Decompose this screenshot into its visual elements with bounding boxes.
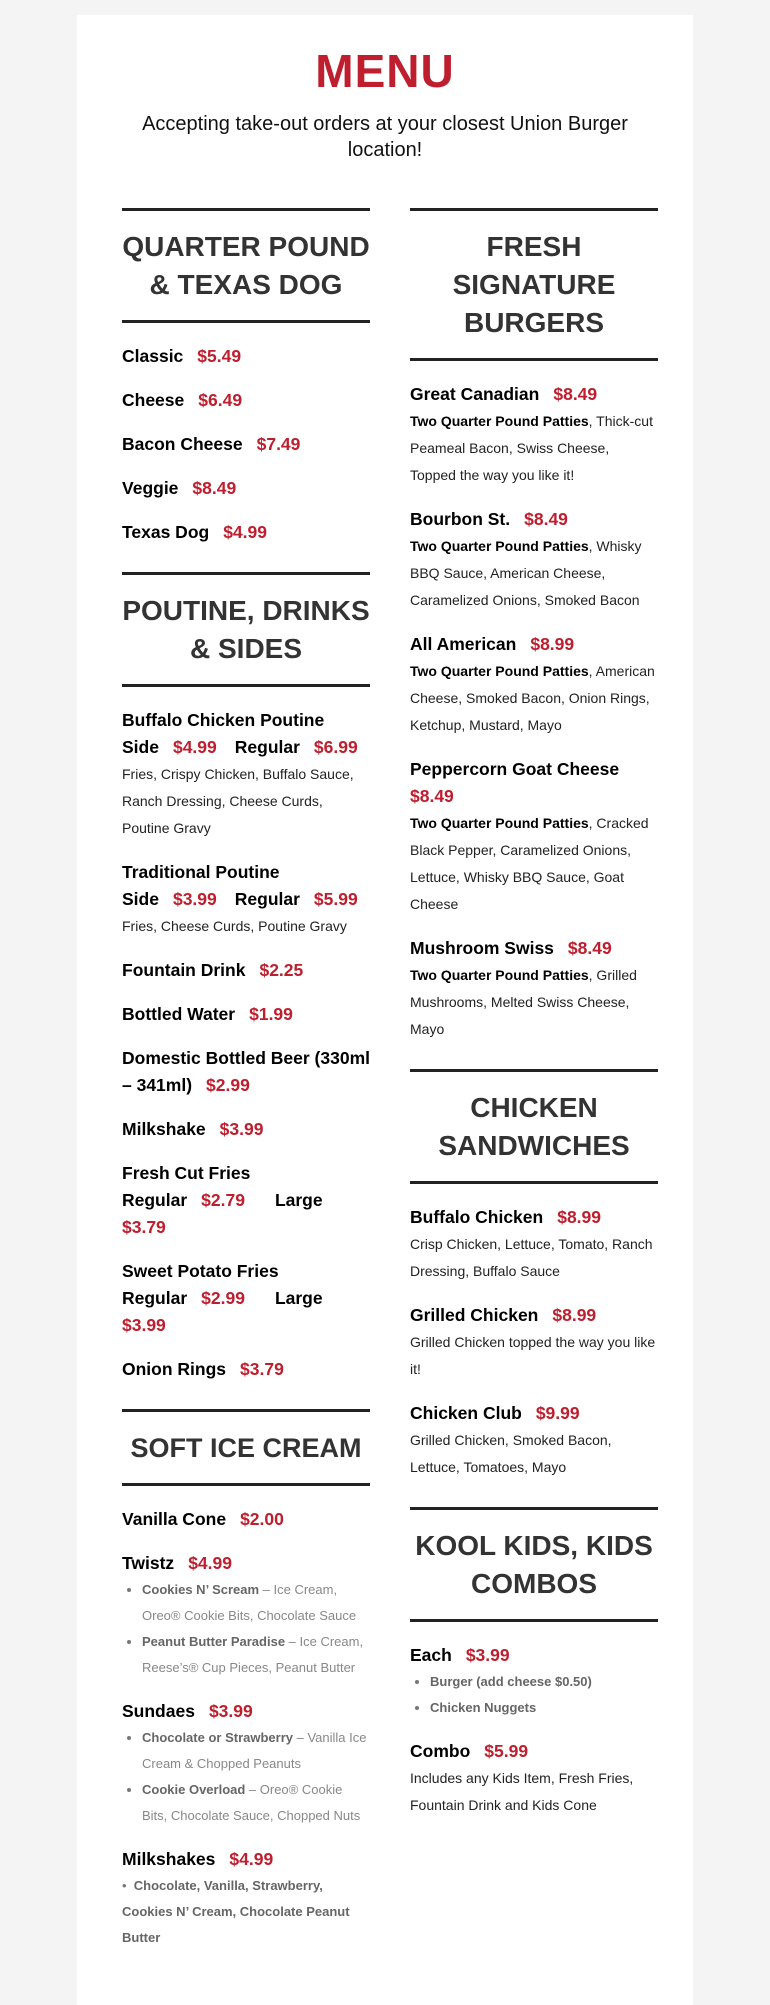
option-item <box>430 1695 658 1721</box>
menu-item <box>410 756 658 918</box>
item-description <box>410 658 658 739</box>
section-heading-poutine-drinks-sides: POUTINE, DRINKS & SIDES <box>122 572 370 687</box>
item-price: $7.49 <box>256 434 301 454</box>
menu-item <box>122 1356 370 1383</box>
menu-item <box>122 431 370 458</box>
item-price: $3.99 <box>208 1701 253 1721</box>
item-description: Grilled Chicken topped the way you like it! <box>410 1334 656 1377</box>
size-label: Regular <box>234 737 300 757</box>
item-price: $6.49 <box>198 390 243 410</box>
item-name: Peppercorn Goat Cheese <box>410 759 620 779</box>
section-heading-soft-ice-cream: SOFT ICE CREAM <box>122 1409 370 1486</box>
item-description-text: , Thick-cut Peameal Bacon, Swiss Cheese, Topped the way you like it! <box>410 413 653 483</box>
option-name: Chocolate or Strawberry <box>142 1730 293 1745</box>
item-description <box>410 533 658 614</box>
option-item <box>142 1577 370 1629</box>
option-item <box>430 1669 658 1695</box>
menu-item <box>122 1506 370 1533</box>
item-name: Cheese <box>122 390 185 410</box>
right-column <box>410 208 658 1836</box>
item-name: Fountain Drink <box>122 960 246 980</box>
option-item <box>142 1777 370 1829</box>
item-price: $4.99 <box>172 737 217 757</box>
option-name: Burger (add cheese $0.50) <box>430 1674 592 1689</box>
menu-item <box>122 859 370 940</box>
item-price: $8.49 <box>553 384 598 404</box>
item-name: Twistz <box>122 1553 175 1573</box>
size-label: Large <box>274 1288 323 1308</box>
item-name: Buffalo Chicken <box>410 1207 544 1227</box>
item-description-text: , Grilled Mushrooms, Melted Swiss Cheese, Mayo <box>410 967 637 1037</box>
item-name: Milkshakes <box>122 1849 216 1869</box>
menu-item <box>122 957 370 984</box>
size-label: Regular <box>122 1190 188 1210</box>
item-price: $5.99 <box>484 1741 529 1761</box>
option-description: – Ice Cream, Oreo® Cookie Bits, Chocolate Sauce <box>142 1582 357 1623</box>
item-price: $2.99 <box>206 1075 250 1095</box>
menu-item <box>122 475 370 502</box>
item-price: $3.99 <box>122 1315 166 1335</box>
item-name: Each <box>410 1645 452 1665</box>
menu-item <box>122 343 370 370</box>
option-name: Cookies N’ Scream <box>142 1582 260 1597</box>
item-price: $3.99 <box>172 889 217 909</box>
size-label: Side <box>122 889 159 909</box>
option-name: Cookie Overload <box>142 1782 246 1797</box>
item-price: $8.99 <box>552 1305 597 1325</box>
menu-item <box>410 935 658 1043</box>
item-name: Onion Rings <box>122 1359 227 1379</box>
item-price: $2.00 <box>240 1509 284 1529</box>
item-price: $9.99 <box>535 1403 580 1423</box>
option-list <box>410 1669 658 1721</box>
item-name: Bourbon St. <box>410 509 511 529</box>
menu-item <box>122 1698 370 1829</box>
item-name: Milkshake <box>122 1119 206 1139</box>
menu-item <box>410 631 658 739</box>
menu-item <box>122 1550 370 1681</box>
left-column <box>122 208 370 1968</box>
item-description <box>410 408 658 489</box>
menu-item <box>410 1642 658 1721</box>
item-price: $8.49 <box>524 509 568 529</box>
item-price: $8.49 <box>410 786 454 806</box>
menu-item <box>122 387 370 414</box>
item-name: All American <box>410 634 517 654</box>
menu-item <box>122 1001 370 1028</box>
option-description: – Oreo® Cookie Bits, Chocolate Sauce, Chopped Nuts <box>142 1782 361 1823</box>
option-name: Chicken Nuggets <box>430 1700 537 1715</box>
page-subtitle: Accepting take-out orders at your closest Union Burger location! <box>142 113 628 161</box>
section-heading-quarter-pound: QUARTER POUND & TEXAS DOG <box>122 208 370 323</box>
item-price: $3.79 <box>240 1359 284 1379</box>
item-name: Sweet Potato Fries <box>122 1261 279 1281</box>
option-description: – Ice Cream, Reese’s® Cup Pieces, Peanut Butter <box>142 1634 364 1675</box>
size-label: Large <box>274 1190 323 1210</box>
size-label: Regular <box>122 1288 188 1308</box>
item-name: Buffalo Chicken Poutine <box>122 710 325 730</box>
patties-label: Two Quarter Pound Patties <box>410 663 589 679</box>
menu-item <box>410 381 658 489</box>
item-price: $2.25 <box>259 960 304 980</box>
item-name: Chicken Club <box>410 1403 522 1423</box>
item-description-text: , Whisky BBQ Sauce, American Cheese, Caramelized Onions, Smoked Bacon <box>410 538 642 608</box>
item-name: Bacon Cheese <box>122 434 243 454</box>
option-name: Chocolate, Vanilla, Strawberry, Cookies N’ Cream, Chocolate Peanut Butter <box>122 1878 350 1945</box>
item-price: $2.99 <box>201 1288 245 1308</box>
menu-item <box>410 506 658 614</box>
item-price: $2.79 <box>201 1190 245 1210</box>
option-description: – Vanilla Ice Cream & Chopped Peanuts <box>142 1730 367 1771</box>
option-list <box>122 1873 370 1951</box>
menu-item <box>122 519 370 546</box>
item-name: Sundaes <box>122 1701 195 1721</box>
item-name: Texas Dog <box>122 522 210 542</box>
option-name: Peanut Butter Paradise <box>142 1634 286 1649</box>
item-name: Combo <box>410 1741 471 1761</box>
menu-item <box>122 1116 370 1143</box>
item-name: Veggie <box>122 478 179 498</box>
item-description-text: , American Cheese, Smoked Bacon, Onion Rings, Ketchup, Mustard, Mayo <box>410 663 655 733</box>
item-description <box>410 810 658 918</box>
item-description: Includes any Kids Item, Fresh Fries, Fountain Drink and Kids Cone <box>410 1770 634 1813</box>
menu-item <box>410 1738 658 1819</box>
item-name: Domestic Bottled Beer (330ml – 341ml) <box>122 1048 370 1095</box>
item-price: $5.99 <box>313 889 358 909</box>
item-price: $8.99 <box>557 1207 602 1227</box>
section-heading-fresh-signature-burgers: FRESH SIGNATURE BURGERS <box>410 208 658 361</box>
option-item <box>142 1725 370 1777</box>
size-label: Regular <box>234 889 300 909</box>
item-price: $4.99 <box>223 522 267 542</box>
item-description: Fries, Crispy Chicken, Buffalo Sauce, Ranch Dressing, Cheese Curds, Poutine Gravy <box>122 766 354 836</box>
menu-item <box>410 1302 658 1383</box>
item-description-text: , Cracked Black Pepper, Caramelized Onions, Lettuce, Whisky BBQ Sauce, Goat Cheese <box>410 815 649 912</box>
menu-item <box>122 707 370 842</box>
menu-item <box>410 1204 658 1285</box>
item-description: Crisp Chicken, Lettuce, Tomato, Ranch Dressing, Buffalo Sauce <box>410 1236 653 1279</box>
menu-page <box>77 15 693 2005</box>
item-price: $4.99 <box>229 1849 274 1869</box>
patties-label: Two Quarter Pound Patties <box>410 815 589 831</box>
item-description <box>410 962 658 1043</box>
menu-item <box>122 1045 370 1099</box>
item-name: Grilled Chicken <box>410 1305 539 1325</box>
section-heading-chicken-sandwiches: CHICKEN SANDWICHES <box>410 1069 658 1184</box>
menu-item <box>410 1400 658 1481</box>
item-price: $4.99 <box>188 1553 232 1573</box>
item-name: Vanilla Cone <box>122 1509 227 1529</box>
item-name: Fresh Cut Fries <box>122 1163 251 1183</box>
item-price: $8.49 <box>567 938 612 958</box>
item-name: Mushroom Swiss <box>410 938 554 958</box>
patties-label: Two Quarter Pound Patties <box>410 413 589 429</box>
item-description: Grilled Chicken, Smoked Bacon, Lettuce, Tomatoes, Mayo <box>410 1432 612 1475</box>
item-name: Traditional Poutine <box>122 862 280 882</box>
option-item: • Chocolate, Vanilla, Strawberry, Cookies N’ Cream, Chocolate Peanut Butter <box>122 1878 350 1945</box>
item-price: $3.79 <box>122 1217 166 1237</box>
item-name: Bottled Water <box>122 1004 236 1024</box>
option-item <box>142 1629 370 1681</box>
menu-item <box>122 1846 370 1951</box>
menu-item <box>122 1258 370 1339</box>
option-list <box>122 1725 370 1829</box>
section-heading-kids-combos: KOOL KIDS, KIDS COMBOS <box>410 1507 658 1622</box>
page-title: MENU <box>315 45 455 97</box>
patties-label: Two Quarter Pound Patties <box>410 538 589 554</box>
item-price: $6.99 <box>313 737 358 757</box>
item-price: $8.49 <box>192 478 237 498</box>
option-list <box>122 1577 370 1681</box>
item-name: Great Canadian <box>410 384 540 404</box>
item-description: Fries, Cheese Curds, Poutine Gravy <box>122 918 347 934</box>
item-price: $8.99 <box>530 634 575 654</box>
item-name: Classic <box>122 346 184 366</box>
item-price: $1.99 <box>249 1004 293 1024</box>
item-price: $3.99 <box>465 1645 510 1665</box>
size-label: Side <box>122 737 159 757</box>
menu-item <box>122 1160 370 1241</box>
item-price: $5.49 <box>197 346 242 366</box>
patties-label: Two Quarter Pound Patties <box>410 967 589 983</box>
item-price: $3.99 <box>219 1119 264 1139</box>
